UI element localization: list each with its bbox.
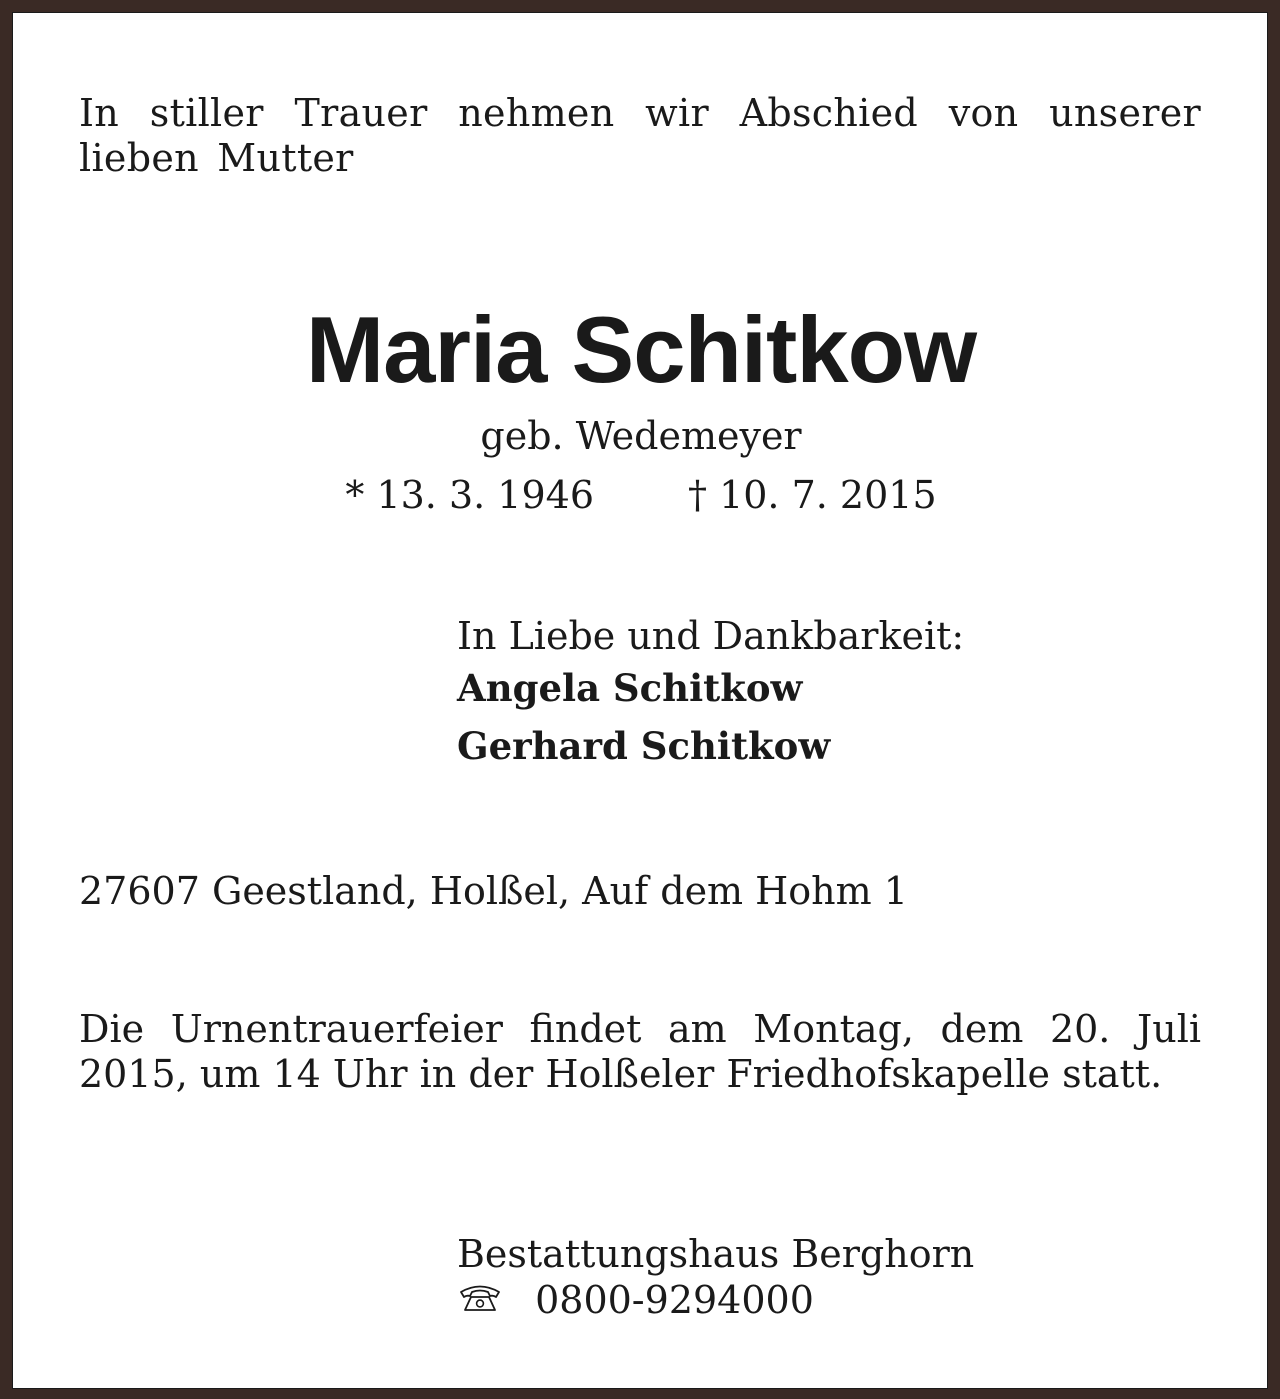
service-announcement: Die Urnentrauerfeier findet am Montag, dem 20. Juli 2015, um 14 Uhr in der Holßeler Friedhofskapelle statt. <box>79 1007 1201 1096</box>
phone-number: 0800-9294000 <box>535 1278 814 1322</box>
phone-row <box>457 1277 1197 1323</box>
maiden-name: geb. Wedemeyer <box>480 414 802 458</box>
mourners-block <box>457 613 1197 775</box>
mourner-name: Angela Schitkow <box>457 666 803 710</box>
undertaker-block <box>457 1231 1197 1323</box>
intro-text: In stiller Trauer nehmen wir Abschied von unserer lieben Mutter <box>79 91 1201 180</box>
address: 27607 Geestland, Holßel, Auf dem Hohm 1 <box>79 869 908 913</box>
undertaker-name: Bestattungshaus Berghorn <box>457 1232 975 1276</box>
deceased-name: Maria Schitkow <box>305 297 977 402</box>
obituary-notice <box>12 12 1268 1389</box>
telephone-icon <box>457 1283 503 1313</box>
mourner-name: Gerhard Schitkow <box>457 724 831 768</box>
birth-date: * 13. 3. 1946 <box>345 473 594 517</box>
mourners-heading: In Liebe und Dankbarkeit: <box>457 614 965 658</box>
life-dates <box>13 472 1269 518</box>
death-date: † 10. 7. 2015 <box>688 473 937 517</box>
